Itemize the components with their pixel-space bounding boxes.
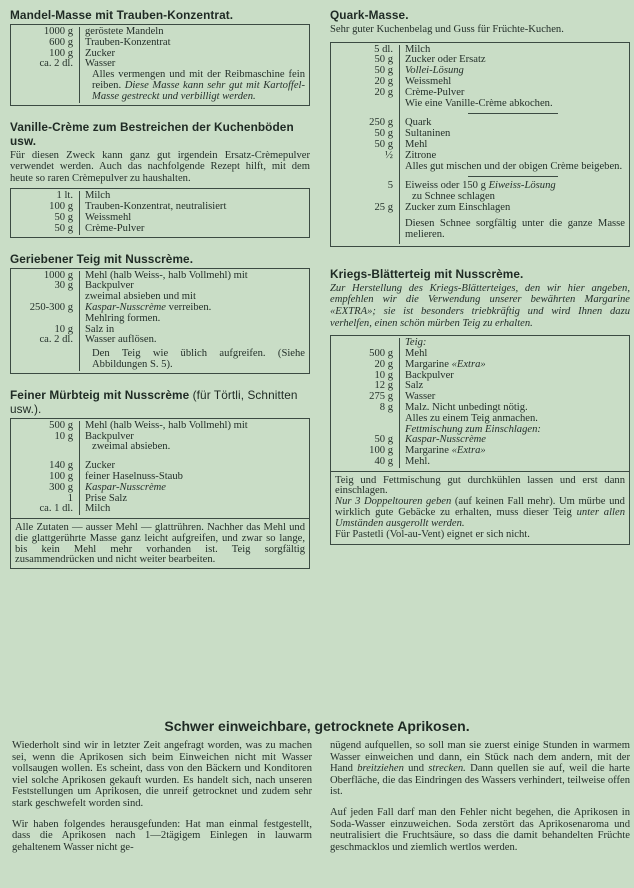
instruction: zu Schnee schlagen (412, 191, 495, 203)
ingredient: Margarine «Extra» (405, 358, 486, 370)
table-row (335, 203, 625, 214)
muerb-instructions: Alle Zutaten — ausser Mehl — glattrühren. Nachher das Mehl und die glattgerührte Masse ganz leicht aufgreifen, und zwar so lange, bis kein Mehl mehr vorhanden ist. Teig sorgfältig zusammendrücken und nicht weiter bearbeiten. (11, 518, 309, 566)
amount: 10 g (335, 371, 400, 382)
ingredient: Backpulver (85, 430, 134, 442)
amount: 275 g (335, 392, 400, 403)
table-row (15, 224, 305, 235)
amount: ca. 2 dl. (15, 59, 80, 70)
amount: 50 g (335, 140, 400, 151)
amount: 50 g (335, 55, 400, 66)
instruction: Alles zu einem Teig anmachen. (405, 412, 538, 424)
table-row (335, 162, 625, 173)
amount: 1000 g (15, 27, 80, 38)
amount: 50 g (15, 224, 80, 235)
kriegs-recipe-box (330, 335, 630, 545)
amount: 10 g (15, 325, 80, 336)
instruction: zweimal absieben. (92, 441, 171, 453)
instruction: zweimal absieben und mit (85, 291, 196, 303)
ingredient: Zitrone (405, 149, 437, 161)
vanille-intro: Für diesen Zweck kann ganz gut irgendein Ersatz-Crèmepulver verwendet werden. Auch das nachfolgende Rezept hilft, mit dem heute so raren Crèmepulver zu haushalten. (10, 149, 310, 184)
gerieben-instructions: Den Teig wie üblich aufgreifen. (Siehe Abbildungen S. 5). (92, 348, 305, 370)
ingredient: Zucker (85, 47, 115, 59)
amount: 250 g (335, 118, 400, 129)
ingredient: Wasser (405, 391, 436, 403)
ingredient: Wasser (85, 58, 116, 70)
ingredient: Crème-Pulver (405, 86, 465, 98)
ingredient: Milch (405, 43, 431, 55)
article-right-column (330, 740, 630, 862)
amount: 100 g (15, 49, 80, 60)
ingredient: Prise Salz (85, 492, 128, 504)
ingredient: Backpulver (405, 369, 454, 381)
ingredient: Mehl (405, 138, 428, 150)
table-row (15, 442, 305, 453)
amount: 140 g (15, 461, 80, 472)
ingredient: Zucker oder Ersatz (405, 54, 486, 66)
note: Nur 3 Doppeltouren geben (auf keinen Fall mehr). Um mürbe und wirklich gute Gebäcke zu erhalten, muss dieser Teig unter allen Umständen ausgerollt werden. (335, 496, 625, 529)
instruction: Diesen Schnee sorgfältig unter die ganze Masse melieren. (405, 217, 625, 240)
amount: 1 lt. (15, 191, 80, 202)
paragraph: nügend aufquellen, so soll man sie zuerst einige Stunden in warmem Wasser einweichen und dann, ein Stück nach dem andern, mit der Hand breitziehen und strecken. Dann quellen sie auf, weil die harte Oberfläche, die das Eindringen des Wassers verhindert, teilweise offen ist. (330, 740, 630, 798)
ingredient: Milch (85, 503, 111, 515)
amount: 50 g (335, 66, 400, 77)
ingredient: Mehl (halb Weiss-, halb Vollmehl) mit (85, 269, 248, 281)
table-row (335, 140, 625, 151)
amount: 300 g (15, 483, 80, 494)
amount: ca. 2 dl. (15, 335, 80, 346)
amount: 20 g (335, 77, 400, 88)
quark-title: Quark-Masse. (330, 8, 409, 22)
ingredient: Malz. Nicht unbedingt nötig. (405, 401, 528, 413)
note: Teig und Fettmischung gut durchkühlen lassen und erst dann einschlagen. (335, 474, 625, 497)
ingredient: Trauben-Konzentrat (85, 36, 171, 48)
amount: 250-300 g (15, 303, 80, 314)
amount: 40 g (335, 457, 400, 468)
amount: 8 g (335, 403, 400, 414)
instruction: Mehlring formen. (85, 312, 161, 324)
table-row (15, 483, 305, 494)
amount: 500 g (15, 421, 80, 432)
ingredient: Zucker zum Einschlagen (405, 201, 511, 213)
amount: 500 g (335, 349, 400, 360)
ingredient: Kaspar-Nusscrème (85, 481, 167, 493)
amount: ½ (335, 151, 400, 162)
ingredient: Backpulver (85, 280, 134, 292)
table-row (335, 99, 625, 110)
amount: 5 dl. (335, 45, 400, 56)
ingredient: Weissmehl (85, 211, 132, 223)
section-label: Teig: (405, 337, 427, 349)
ingredient: Mehl (halb Weiss-, halb Vollmehl) mit (85, 419, 248, 431)
ingredient: Crème-Pulver (85, 222, 145, 234)
amount: 20 g (335, 360, 400, 371)
instruction: Alles gut mischen und der obigen Crème beigeben. (405, 160, 623, 172)
amount: 100 g (15, 202, 80, 213)
muerb-recipe-box (10, 418, 310, 570)
ingredient: Eiweiss oder 150 g Eiweiss-Lösung (405, 180, 556, 192)
table-row (15, 303, 305, 314)
right-column (330, 8, 630, 545)
ingredient: feiner Haselnuss-Staub (85, 470, 183, 482)
section-label: Fettmischung zum Einschlagen: (405, 423, 541, 435)
ingredient: geröstete Mandeln (85, 26, 164, 37)
table-row (335, 214, 625, 244)
table-row (335, 88, 625, 99)
quark-recipe-box (330, 42, 630, 247)
ingredient: Trauben-Konzentrat, neutralisiert (85, 201, 227, 213)
amount: 50 g (335, 435, 400, 446)
ingredient: Zucker (85, 460, 115, 472)
kriegs-notes (331, 471, 629, 543)
amount: 30 g (15, 281, 80, 292)
amount: 1000 g (15, 271, 80, 282)
table-row (335, 151, 625, 162)
amount: 10 g (15, 432, 80, 443)
paragraph: Auf jeden Fall darf man den Fehler nicht begehen, die Aprikosen in Soda-Wasser einzuweichen. Soda zerstört das Aprikosenaroma und neutralisiert die Fruchtsäure, so dass die damit behandelten Früchte geschmacklos und ziemlich wertlos werden. (330, 806, 630, 853)
mandel-title: Mandel-Masse mit Trauben-Konzentrat. (10, 8, 234, 22)
ingredient: Kaspar-Nusscrème (405, 434, 487, 446)
kriegs-intro: Zur Herstellung des Kriegs-Blätterteiges, den wir hier angeben, empfehlen wir die Verwendung unserer bewährten Margarine «EXTRA»; sie ist besonders triebkräftig und wird Ihnen dazu verhelfen, einen schön mürben Teig zu erhalten. (330, 282, 630, 329)
amount: 100 g (15, 472, 80, 483)
table-row (15, 335, 305, 346)
ingredient: Salz in (85, 323, 115, 335)
gerieben-title: Geriebener Teig mit Nusscrème. (10, 251, 194, 266)
table-row (335, 360, 625, 371)
paragraph: Wiederholt sind wir in letzter Zeit angefragt worden, was zu machen sei, wenn die Aprikosen sich beim Einweichen nicht mit Wasser vollsaugen wollen. Es scheint, dass von den Bäckern und Konditoren viel solche Aprikosen gekauft wurden. Es handelt sich, nach unseren Feststellungen um Aprikosen, die unreif getrocknet und zudem sehr stark geschwefelt worden sind. (12, 740, 312, 809)
table-row (15, 421, 305, 432)
ingredient: Salz (405, 380, 424, 392)
muerb-title: Feiner Mürbteig mit Nusscrème (für Törtli, Schnitten usw.). (10, 387, 298, 416)
ingredient: Wasser auflösen. (85, 334, 157, 346)
table-row (15, 346, 305, 371)
vanille-title: Vanille-Crème zum Bestreichen der Kuchenböden usw. (10, 119, 294, 148)
amount: 600 g (15, 38, 80, 49)
table-row (15, 38, 305, 49)
ingredient: Milch (85, 190, 111, 202)
ingredient: Quark (405, 117, 432, 129)
divider (468, 113, 558, 114)
kriegs-title: Kriegs-Blätterteig mit Nusscrème. (330, 266, 524, 281)
left-column (10, 8, 310, 577)
gerieben-recipe-box (10, 268, 310, 374)
amount: ca. 1 dl. (15, 504, 80, 515)
table-row (15, 504, 305, 515)
divider (468, 176, 558, 177)
note: Für Pastetli (Vol-au-Vent) eignet er sich nicht. (335, 528, 530, 540)
amount: 5 (335, 181, 400, 192)
paragraph: Wir haben folgendes herausgefunden: Hat man einmal festgestellt, dass die Aprikosen nach 1—2tägigem Einlegen in lauwarm gehaltenem Wasser nicht ge- (12, 818, 312, 853)
mandel-instructions: Alles vermengen und mit der Reibmaschine fein reiben. Diese Masse kann sehr gut mit Kartoffel-Masse gestreckt und verbilligt werden. (92, 69, 305, 102)
ingredient: Mehl (405, 347, 428, 359)
article-title: Schwer einweichbare, getrocknete Aprikosen. (164, 718, 470, 734)
table-row (15, 314, 305, 325)
ingredient: Kaspar-Nusscrème verreiben. (85, 301, 212, 313)
ingredient: Weissmehl (405, 75, 452, 87)
vanille-recipe-box (10, 188, 310, 237)
mandel-recipe-box (10, 24, 310, 106)
amount: 20 g (335, 88, 400, 99)
amount: 50 g (335, 129, 400, 140)
amount: 100 g (335, 446, 400, 457)
ingredient: Mehl. (405, 455, 431, 467)
table-row (15, 70, 305, 102)
instruction: Wie eine Vanille-Crème abkochen. (405, 97, 553, 109)
table-row (335, 457, 625, 468)
ingredient: Margarine «Extra» (405, 445, 486, 457)
amount: 1 (15, 494, 80, 505)
quark-intro: Sehr guter Kuchenbelag und Guss für Früchte-Kuchen. (330, 24, 564, 35)
table-row (335, 414, 625, 425)
amount: 12 g (335, 381, 400, 392)
article-left-column (12, 740, 312, 862)
amount: 25 g (335, 203, 400, 214)
amount: 50 g (15, 213, 80, 224)
ingredient: Vollei-Lösung (405, 65, 464, 77)
ingredient: Sultaninen (405, 128, 451, 140)
